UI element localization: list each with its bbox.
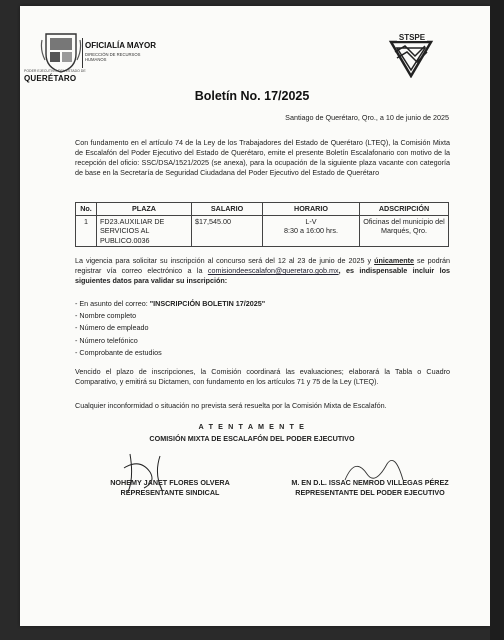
intro-paragraph: Con fundamento en el artículo 74 de la Ley de los Trabajadores del Estado de Querétaro (LTEQ), la Comisión Mixta de Escalafón del Poder Ejecutivo del Estado de Querétaro, emite el presente Boletín Escalafonario con motivo de la recepción del oficio: SSC/DSA/1521/2025 (se anexa), para la ocupación de la siguiente plaza vacante con categoría de base en la Secretaría de Seguridad Ciudadana del Poder Ejecutivo del Estado de Querétaro <box>75 138 450 177</box>
col-header-plaza: PLAZA <box>97 203 192 216</box>
list-item <box>75 298 450 310</box>
list-item: - Número telefónico <box>75 335 138 345</box>
commission-name: COMISIÓN MIXTA DE ESCALAFÓN DEL PODER EJECUTIVO <box>149 434 355 443</box>
registration-emphasis: únicamente <box>374 256 415 265</box>
org-title: OFICIALÍA MAYOR <box>85 41 156 50</box>
cell-adscripcion: Oficinas del municipio del Marqués, Qro. <box>360 215 449 247</box>
bulletin-title: Boletín No. 17/2025 <box>194 89 310 103</box>
col-header-no: No. <box>76 203 97 216</box>
signer-role-right: REPRESENTANTE DEL PODER EJECUTIVO <box>295 488 445 497</box>
signature-left <box>80 478 260 498</box>
cell-horario <box>263 215 360 247</box>
registration-text-3: , es indispensable incluir los siguientes datos para validar su inscripción: <box>75 266 450 285</box>
closing-paragraph: Vencido el plazo de inscripciones, la Comisión coordinará las evaluaciones; elaborará la Tabla o Cuadro Comparativo, y emitirá su Dictamen, con fundamento en los artículos 71 y 75 de la Ley (LTEQ). <box>75 367 450 386</box>
signer-name-right: M. EN D.L. ISSAC NEMROD VILLEGAS PÉREZ <box>291 478 449 487</box>
registration-text-2: se podrán registrar vía correo electrónico a la <box>75 256 451 275</box>
cell-no: 1 <box>76 215 97 247</box>
state-name: QUERÉTARO <box>24 74 77 83</box>
note-paragraph: Cualquier inconformidad o situación no prevista será resuelta por la Comisión Mixta de Escalafón. <box>75 401 387 410</box>
cell-plaza: FD23.AUXILIAR DE SERVICIOS AL PUBLICO.0036 <box>97 215 192 247</box>
table-row <box>76 215 449 247</box>
union-logo-text: STSPE <box>398 33 426 42</box>
table-header-row <box>76 203 449 216</box>
registration-text-1: La vigencia para solicitar su inscripción al concurso será del 12 al 23 de junio de 2025 y <box>75 256 375 265</box>
cell-horario-time: 8:30 a 16:00 hrs. <box>284 226 338 235</box>
col-header-salario: SALARIO <box>192 203 263 216</box>
vacancy-table <box>75 202 449 247</box>
list-item: - Nombre completo <box>75 311 137 321</box>
requirements-list <box>75 298 450 359</box>
subject-prefix: - En asunto del correo: <box>75 299 150 308</box>
state-small: PODER EJECUTIVO DEL ESTADO DE <box>24 69 86 73</box>
subject-text: "INSCRIPCIÓN BOLETIN 17/2025" <box>149 299 266 308</box>
signer-name-left: NOHEMY JANET FLORES OLVERA <box>110 478 230 487</box>
state-seal-icon <box>40 30 82 74</box>
list-item: - Número de empleado <box>75 323 149 333</box>
col-header-adscripcion: ADSCRIPCIÓN <box>360 203 449 216</box>
logo-divider <box>82 38 83 68</box>
email-link[interactable]: comisiondeescalafon@queretaro.gob.mx <box>207 266 339 275</box>
cell-salario: $17,545.00 <box>192 215 263 247</box>
attentively-line: A T E N T A M E N T E <box>198 422 306 431</box>
col-header-horario: HORARIO <box>263 203 360 216</box>
org-subtitle: DIRECCIÓN DE RECURSOS HUMANOS <box>85 52 141 62</box>
signature-right <box>260 478 480 498</box>
date-line: Santiago de Querétaro, Qro., a 10 de junio de 2025 <box>285 113 449 122</box>
union-logo-icon <box>385 32 437 78</box>
signer-role-left: REPRESENTANTE SINDICAL <box>120 488 220 497</box>
cell-horario-days: L-V <box>305 216 317 226</box>
list-item: - Comprobante de estudios <box>75 347 162 357</box>
registration-paragraph <box>75 256 450 286</box>
